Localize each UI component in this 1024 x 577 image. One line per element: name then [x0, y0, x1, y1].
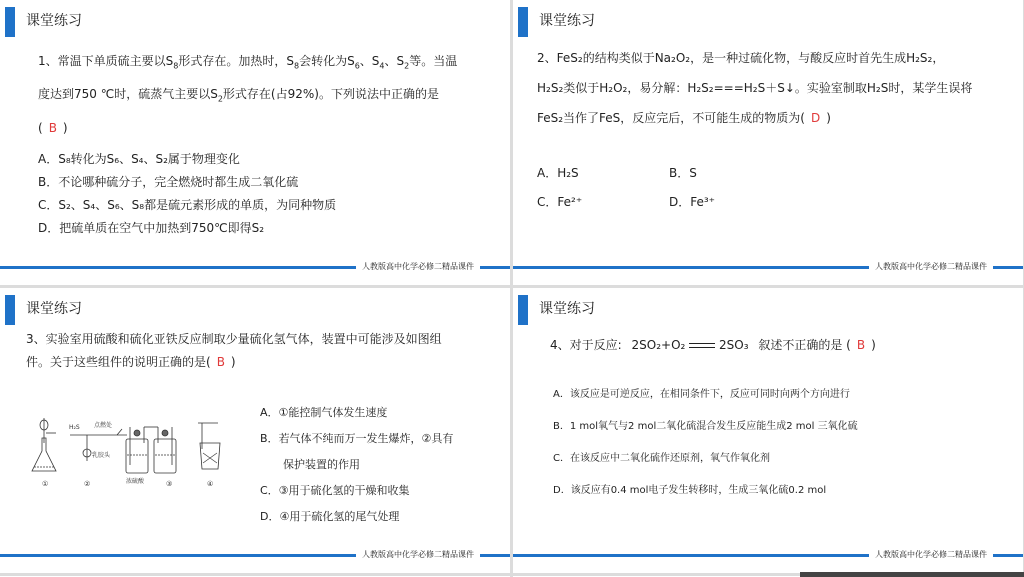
question-2-line-1: 2、FeS₂的结构类似于Na₂O₂，是一种过硫化物，与酸反应时首先生成H₂S₂， [537, 51, 945, 65]
question-2-line-3: FeS₂当作了FeS，反应完后，不可能生成的物质为( D ) [537, 111, 831, 125]
question-2-option-d: D．Fe³⁺ [669, 195, 716, 209]
equation-left: 2SO₂+O₂ [631, 338, 686, 352]
question-2-text [537, 43, 1017, 133]
question-1-option-d: D．把硫单质在空气中加热到750℃即得S₂ [38, 221, 265, 235]
question-1-text [38, 47, 498, 143]
question-2-option-b: B．S [669, 166, 697, 180]
question-1-line-2: 度达到750 ℃时，硫蒸气主要以$S_2$形式存在(占92%)。下列说法中正确的是 [38, 87, 439, 104]
reversible-arrow-icon [689, 343, 715, 349]
label-h2s: H₂S [69, 424, 80, 431]
title-accent-bar [518, 7, 528, 37]
footer-text: 人教版高中化学必修二精品课件 [869, 549, 993, 560]
slide-3[interactable] [0, 288, 510, 573]
label-circle-1: ① [42, 480, 49, 488]
question-3-option-b-line-2: 保护装置的作用 [283, 458, 360, 471]
question-3-option-c: C．③用于硫化氢的干燥和收集 [260, 484, 410, 497]
question-4-option-c: C．在该反应中二氧化硫作还原剂，氧气作氧化剂 [553, 453, 770, 464]
title-accent-bar [5, 7, 15, 37]
question-1-option-b: B．不论哪种硫分子，完全燃烧时都生成二氧化硫 [38, 175, 299, 189]
apparatus-4-beaker [198, 423, 220, 469]
question-4-option-d: D．该反应有0.4 mol电子发生转移时，生成三氧化硫0.2 mol [553, 485, 827, 496]
footer-text: 人教版高中化学必修二精品课件 [869, 261, 993, 272]
answer-4: B [856, 338, 866, 352]
question-1-option-a: A．S₈转化为S₆、S₄、S₂属于物理变化 [38, 152, 240, 166]
question-4-option-b: B．1 mol氧气与2 mol二氧化硫混合发生反应能生成2 mol 三氧化硫 [553, 421, 858, 432]
slide-title: 课堂练习 [26, 13, 82, 29]
label-ignite: 点燃处 [94, 422, 113, 429]
slide-title: 课堂练习 [26, 301, 82, 317]
label-circle-3: ③ [166, 480, 173, 488]
answer-1: B [48, 120, 57, 135]
question-2-line-2: H₂S₂类似于H₂O₂，易分解：H₂S₂===H₂S＋S↓。实验室制取H₂S时，某学生误将 [537, 81, 973, 95]
question-3-line-1: 3、实验室用硫酸和硫化亚铁反应制取少量硫化氢气体，装置中可能涉及如图组 [26, 332, 442, 346]
apparatus-figure [22, 413, 232, 488]
question-3-option-d: D．④用于硫化氢的尾气处理 [260, 510, 400, 523]
title-accent-bar [5, 295, 15, 325]
label-circle-4: ④ [207, 480, 214, 488]
question-4-option-a: A．该反应是可逆反应，在相同条件下，反应可同时向两个方向进行 [553, 389, 850, 400]
question-1-line-3: ( B ) [38, 120, 68, 135]
question-3-line-2: 件。关于这些组件的说明正确的是( B ) [26, 355, 236, 369]
question-4-text: 4、对于反应: 2SO₂+O₂ 2SO₃ 叙述不正确的是 ( B ) [550, 338, 876, 352]
apparatus-3-bottles [126, 427, 176, 473]
equation-right: 2SO₃ [719, 338, 749, 352]
slide-4[interactable] [513, 288, 1023, 573]
question-1-option-c: C．S₂、S₄、S₆、S₈都是硫元素形成的单质，为同种物质 [38, 198, 337, 212]
answer-3: B [216, 355, 225, 369]
label-acid: 浓硫酸 [126, 478, 145, 485]
footer-text: 人教版高中化学必修二精品课件 [356, 549, 480, 560]
slide-title: 课堂练习 [539, 13, 595, 29]
question-3-option-a: A．①能控制气体发生速度 [260, 406, 388, 419]
question-3-option-b-line-1: B．若气体不纯而万一发生爆炸，②具有 [260, 432, 454, 445]
label-circle-2: ② [84, 480, 91, 488]
question-2-option-a: A．H₂S [537, 166, 579, 180]
slide-2[interactable] [513, 0, 1023, 285]
question-3-text [26, 328, 501, 374]
question-1-line-1: 1、常温下单质硫主要以$S_8$形式存在。加热时，$S_8$会转化为$S_6$、$S_4$、$S_2$等。当温 [38, 54, 458, 71]
label-rubber: 乳胶头 [92, 452, 111, 459]
next-slide-image-peek [800, 572, 1024, 577]
slide-1[interactable] [0, 0, 510, 285]
title-accent-bar [518, 295, 528, 325]
footer-text: 人教版高中化学必修二精品课件 [356, 261, 480, 272]
question-2-option-c: C．Fe²⁺ [537, 195, 583, 209]
slide-title: 课堂练习 [539, 301, 595, 317]
answer-2: D [811, 111, 821, 125]
apparatus-1-flask [32, 418, 56, 471]
